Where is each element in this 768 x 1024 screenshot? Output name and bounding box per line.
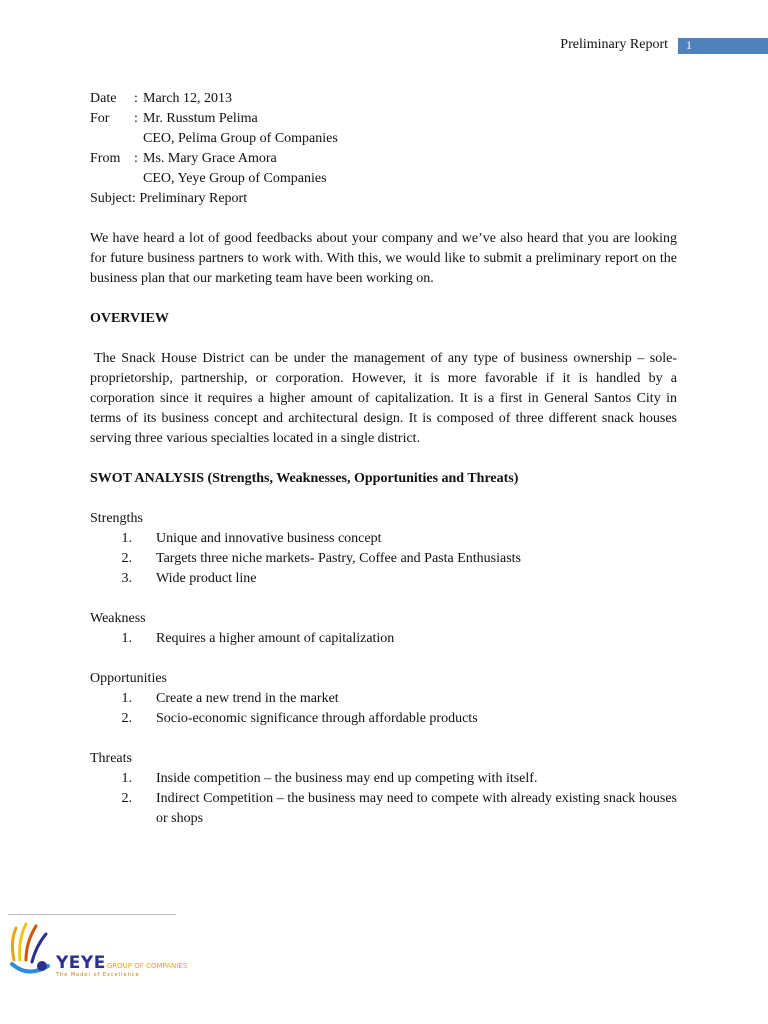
list-item-text: Indirect Competition – the business may need to compete with already existing snack houses or shops: [156, 791, 677, 826]
list-number: 2.: [121, 791, 132, 806]
list-item-text: Unique and innovative business concept: [156, 531, 382, 546]
logo-group: GROUP OF COMPANIES: [106, 962, 188, 970]
list-number: 1.: [121, 691, 132, 706]
list-item-text: Targets three niche markets- Pastry, Coffee and Pasta Enthusiasts: [156, 551, 521, 566]
opportunities-title: Opportunities: [90, 671, 167, 686]
list-item-text: Wide product line: [156, 571, 257, 586]
memo-separator: :: [134, 151, 138, 166]
memo-for-value: Mr. Russtum Pelima: [143, 111, 258, 126]
page-number-badge: 1: [678, 38, 768, 53]
header-rule: [678, 53, 768, 54]
memo-from-value: Ms. Mary Grace Amora: [143, 151, 277, 166]
list-item-text: Requires a higher amount of capitalization: [156, 631, 395, 646]
list-number: 3.: [121, 571, 132, 586]
strengths-list: [90, 529, 677, 589]
list-number: 1.: [121, 531, 132, 546]
memo-from-row: [90, 149, 677, 169]
list-number: 2.: [121, 711, 132, 726]
memo-block: [90, 89, 677, 209]
list-item: [90, 709, 677, 729]
overview-heading: OVERVIEW: [90, 311, 169, 326]
memo-date-row: [90, 89, 677, 109]
memo-subject-row: [90, 189, 677, 209]
list-item: [90, 629, 677, 649]
memo-for-title: CEO, Pelima Group of Companies: [143, 131, 338, 146]
memo-separator: :: [134, 91, 138, 106]
list-item: [90, 789, 677, 829]
logo-wordmark: [56, 953, 187, 973]
list-item-text: Inside competition – the business may end up competing with itself.: [156, 771, 538, 786]
list-item: [90, 549, 677, 569]
list-item: [90, 529, 677, 549]
memo-for-label: For: [90, 111, 110, 126]
list-number: 1.: [121, 631, 132, 646]
memo-subject-value: Preliminary Report: [139, 191, 248, 206]
memo-from-title: CEO, Yeye Group of Companies: [143, 171, 327, 186]
logo-name: YEYE: [56, 953, 106, 973]
overview-paragraph: The Snack House District can be under the management of any type of business ownership – sole-proprietorship, partnership, or corporation. However, it is more favorable if it is handled by a corporation since it requires a higher amount of capitalization. It is a first in General Santos City in terms of its business concept and architectural design. It is composed of three different snack houses serving three various specialties located in a single district.: [90, 351, 677, 446]
logo-swoosh-icon: [8, 920, 56, 980]
strengths-title: Strengths: [90, 511, 143, 526]
swot-heading: SWOT ANALYSIS (Strengths, Weaknesses, Opportunities and Threats): [90, 471, 519, 486]
document-body: [90, 89, 677, 829]
memo-date-value: March 12, 2013: [143, 91, 233, 106]
company-logo: [8, 920, 188, 980]
list-item: [90, 689, 677, 709]
logo-tagline: The Model of Excellence: [56, 972, 140, 978]
list-item: [90, 569, 677, 589]
memo-date-label: Date: [90, 91, 117, 106]
weakness-list: [90, 629, 677, 649]
memo-for-row: [90, 109, 677, 129]
page-header: [0, 36, 768, 56]
threats-title: Threats: [90, 751, 132, 766]
list-number: 2.: [121, 551, 132, 566]
memo-subject-label: Subject: [90, 191, 132, 206]
list-item-text: Create a new trend in the market: [156, 691, 339, 706]
memo-separator: :: [134, 111, 138, 126]
list-item: [90, 769, 677, 789]
weakness-title: Weakness: [90, 611, 146, 626]
memo-separator: :: [132, 191, 140, 206]
footer-rule: [8, 914, 176, 915]
opportunities-list: [90, 689, 677, 729]
list-number: 1.: [121, 771, 132, 786]
header-title: Preliminary Report: [560, 37, 668, 52]
memo-from-label: From: [90, 151, 121, 166]
threats-list: [90, 769, 677, 829]
list-item-text: Socio-economic significance through affordable products: [156, 711, 478, 726]
intro-paragraph: We have heard a lot of good feedbacks about your company and we’ve also heard that you are looking for future business partners to work with. With this, we would like to submit a preliminary report on the business plan that our marketing team have been working on.: [90, 231, 677, 286]
